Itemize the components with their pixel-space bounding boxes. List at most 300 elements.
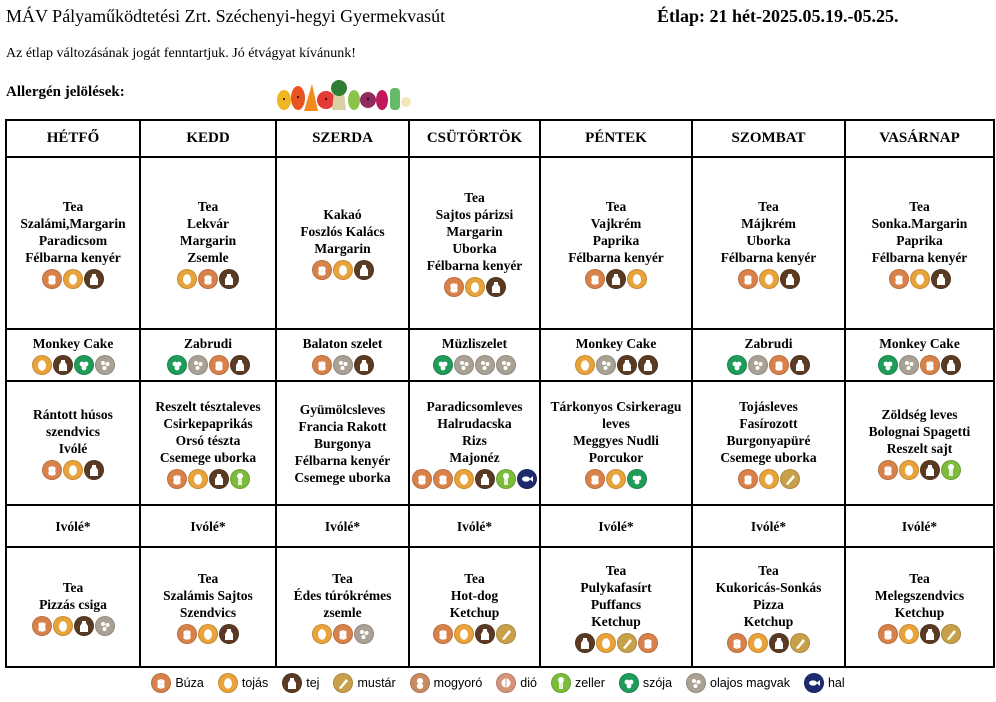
meal-line: szendvics	[46, 424, 100, 439]
legend-label: Búza	[175, 676, 204, 690]
legend-label: zeller	[574, 676, 605, 690]
meal-cell	[6, 505, 140, 547]
egg-icon	[575, 355, 595, 375]
meal-row	[6, 329, 994, 381]
meal-cell	[276, 329, 409, 381]
soy-icon	[74, 355, 94, 375]
meal-line: Félbarna kenyér	[720, 249, 817, 265]
meal-line: Édes túrókrémes	[293, 588, 392, 603]
seeds-icon	[188, 355, 208, 375]
wheat-icon	[42, 460, 62, 480]
meal-line: Margarin	[446, 224, 503, 239]
meal-cell	[6, 547, 140, 667]
meal-cell	[692, 547, 845, 667]
milk-icon	[769, 633, 789, 653]
allergen-icons	[279, 260, 406, 280]
egg-icon	[899, 460, 919, 480]
meal-line: Tea	[605, 562, 627, 578]
milk-icon	[354, 260, 374, 280]
menu-note: Az étlap változásának jogát fenntartjuk. Jó étvágyat kívánunk!	[6, 46, 356, 61]
meal-line: Monkey Cake	[32, 336, 114, 351]
celery-icon	[551, 673, 571, 693]
meal-line: Monkey Cake	[575, 336, 657, 351]
meal-line: Burgonya	[313, 435, 371, 451]
allergen-icons	[412, 469, 537, 489]
egg-icon	[53, 616, 73, 636]
walnut-icon	[496, 673, 516, 693]
meal-cell	[692, 157, 845, 329]
meal-line: Tea	[197, 198, 219, 214]
meal-line: Gyümölcsleves	[299, 401, 386, 417]
wheat-icon	[444, 277, 464, 297]
allergen-title: Allergén jelölések:	[6, 84, 125, 100]
seeds-icon	[899, 355, 919, 375]
meal-cell	[140, 505, 276, 547]
meal-line: Vajkrém	[590, 215, 642, 231]
wheat-icon	[433, 469, 453, 489]
wheat-icon	[312, 355, 332, 375]
legend-item	[333, 673, 395, 693]
egg-icon	[63, 460, 83, 480]
meal-line: Uborka	[746, 232, 791, 248]
mustard-icon	[941, 624, 961, 644]
meal-line: Tojásleves	[739, 398, 798, 414]
milk-icon	[84, 460, 104, 480]
meal-line: Porcukor	[588, 449, 644, 465]
day-header-row	[6, 120, 994, 157]
meal-line: Pulykafasírt	[580, 579, 652, 595]
allergen-icons	[143, 469, 273, 489]
meal-line: Tea	[909, 198, 930, 214]
meal-line: Ivólé*	[750, 518, 787, 534]
wheat-icon	[177, 624, 197, 644]
meal-line: Rántott húsos	[33, 407, 113, 422]
meal-line: Szalámi,Margarin	[20, 215, 126, 231]
wheat-icon	[42, 269, 62, 289]
meal-cell	[140, 329, 276, 381]
meal-line: Orsó tészta	[175, 432, 241, 448]
milk-icon	[941, 355, 961, 375]
mustard-icon	[780, 469, 800, 489]
meal-cell	[845, 329, 994, 381]
allergen-icons	[848, 269, 991, 289]
meal-cell	[845, 547, 994, 667]
meal-line: Monkey Cake	[879, 336, 960, 351]
meal-cell	[140, 157, 276, 329]
meal-line: Ivólé*	[598, 518, 634, 534]
legend-label: szója	[642, 676, 673, 690]
meal-line: Puffancs	[590, 596, 642, 612]
seeds-icon	[496, 355, 516, 375]
meal-row	[6, 505, 994, 547]
allergen-icons	[279, 355, 406, 375]
seeds-icon	[454, 355, 474, 375]
egg-icon	[748, 633, 768, 653]
meal-cell	[409, 157, 540, 329]
wheat-icon	[167, 469, 187, 489]
legend-item	[804, 673, 845, 693]
allergen-icons	[695, 633, 842, 653]
milk-icon	[475, 624, 495, 644]
mustard-icon	[790, 633, 810, 653]
meal-cell	[409, 505, 540, 547]
allergen-icons	[848, 460, 991, 480]
milk-icon	[920, 624, 940, 644]
mustard-icon	[496, 624, 516, 644]
day-header: CSÜTÖRTÖK	[409, 120, 540, 157]
meal-cell	[409, 547, 540, 667]
meal-line: Félbarna kenyér	[871, 249, 968, 265]
egg-icon	[333, 260, 353, 280]
egg-icon	[596, 633, 616, 653]
meal-row	[6, 157, 994, 329]
meal-line: Lekvár	[187, 215, 229, 231]
menu-week-title: Étlap: 21 hét-2025.05.19.-05.25.	[657, 6, 899, 26]
allergen-icons	[9, 616, 137, 636]
meal-line: Zabrudi	[744, 336, 793, 351]
meal-line: Tea	[62, 579, 84, 595]
allergen-icons	[143, 355, 273, 375]
seeds-icon	[475, 355, 495, 375]
seeds-icon	[95, 616, 115, 636]
meal-line: Paprika	[592, 232, 640, 248]
milk-icon	[790, 355, 810, 375]
wheat-icon	[889, 269, 909, 289]
allergen-icons	[543, 355, 689, 375]
wheat-icon	[433, 624, 453, 644]
legend-label: dió	[520, 676, 537, 690]
meal-line: Margarin	[179, 232, 237, 248]
meal-line: Ketchup	[449, 605, 500, 620]
wheat-icon	[738, 269, 758, 289]
mustard-icon	[333, 673, 353, 693]
seeds-icon	[354, 624, 374, 644]
egg-icon	[454, 624, 474, 644]
wheat-icon	[151, 673, 171, 693]
milk-icon	[575, 633, 595, 653]
fish-icon	[804, 673, 824, 693]
meal-line: Ivólé*	[456, 518, 493, 534]
wheat-icon	[312, 260, 332, 280]
meal-cell	[845, 157, 994, 329]
allergen-icons	[848, 355, 991, 375]
legend-item	[151, 673, 204, 693]
meal-line: Paradicsomleves	[426, 398, 523, 414]
meal-line: Sajtos párizsi	[435, 207, 514, 222]
day-header: SZOMBAT	[692, 120, 845, 157]
milk-icon	[230, 355, 250, 375]
fish-icon	[517, 469, 537, 489]
meal-row	[6, 547, 994, 667]
egg-icon	[759, 469, 779, 489]
legend-label: mustár	[357, 676, 396, 690]
allergen-icons	[143, 624, 273, 644]
meal-line: Félbarna kenyér	[25, 249, 121, 265]
day-header: HÉTFŐ	[6, 120, 140, 157]
wheat-icon	[878, 460, 898, 480]
legend-item	[496, 673, 537, 693]
meal-line: Fasírozott	[739, 415, 798, 431]
legend-label: olajos magvak	[710, 676, 790, 690]
meal-line: Reszelt tésztaleves	[155, 398, 261, 414]
meal-cell	[409, 381, 540, 505]
meal-line: Francia Rakott	[298, 418, 387, 434]
egg-icon	[759, 269, 779, 289]
meal-cell	[276, 157, 409, 329]
allergen-icons	[279, 624, 406, 644]
milk-icon	[606, 269, 626, 289]
allergen-icons	[143, 269, 273, 289]
milk-icon	[617, 355, 637, 375]
meal-line: Müzliszelet	[441, 336, 508, 351]
egg-icon	[198, 624, 218, 644]
celery-icon	[230, 469, 250, 489]
meal-line: Ketchup	[894, 605, 945, 620]
meal-line: Szendvics	[179, 605, 237, 620]
egg-icon	[606, 469, 626, 489]
meal-line: Majonéz	[449, 449, 500, 465]
meal-line: Rizs	[462, 432, 487, 448]
meal-line: Zöldség leves	[881, 407, 958, 422]
seeds-icon	[95, 355, 115, 375]
soy-icon	[727, 355, 747, 375]
wheat-icon	[32, 616, 52, 636]
meal-cell	[6, 329, 140, 381]
soy-icon	[167, 355, 187, 375]
meal-line: Pizzás csiga	[39, 596, 107, 612]
wheat-icon	[585, 469, 605, 489]
meal-line: Tea	[758, 198, 779, 214]
meal-line: Tea	[464, 190, 485, 205]
meal-line: Májkrém	[741, 215, 796, 231]
wheat-icon	[209, 355, 229, 375]
legend-item	[619, 673, 672, 693]
milk-icon	[931, 269, 951, 289]
meal-line: Ivólé*	[324, 518, 361, 534]
milk-icon	[486, 277, 506, 297]
meal-line: Ivólé	[58, 441, 88, 456]
day-header: KEDD	[140, 120, 276, 157]
allergen-icons	[412, 277, 537, 297]
meal-line: Ketchup	[743, 613, 794, 629]
milk-icon	[53, 355, 73, 375]
wheat-icon	[585, 269, 605, 289]
meal-cell	[276, 381, 409, 505]
egg-icon	[312, 624, 332, 644]
meal-cell	[692, 505, 845, 547]
meal-line: Burgonyapüré	[726, 432, 811, 448]
seeds-icon	[333, 355, 353, 375]
milk-icon	[209, 469, 229, 489]
egg-icon	[177, 269, 197, 289]
milk-icon	[920, 460, 940, 480]
wheat-icon	[878, 624, 898, 644]
legend-item	[686, 673, 790, 693]
meal-line: Tea	[197, 571, 219, 586]
meal-cell	[540, 329, 692, 381]
meal-line: Ketchup	[591, 613, 641, 629]
meal-line: Hot-dog	[450, 588, 499, 603]
egg-icon	[465, 277, 485, 297]
wheat-icon	[412, 469, 432, 489]
allergen-icons	[848, 624, 991, 644]
legend-item	[282, 673, 319, 693]
soy-icon	[878, 355, 898, 375]
legend-label: hal	[827, 676, 845, 690]
meal-line: Meggyes Nudli	[573, 432, 659, 448]
meal-line: Tea	[758, 562, 779, 578]
meal-line: Uborka	[452, 241, 497, 256]
meal-line: Halrudacska	[437, 415, 512, 431]
meal-row	[6, 381, 994, 505]
meal-line: Tea	[605, 198, 627, 214]
meal-cell	[845, 505, 994, 547]
meal-line: Tea	[332, 571, 353, 586]
meal-line: Ivólé*	[55, 518, 91, 534]
wheat-icon	[727, 633, 747, 653]
allergen-icons	[695, 469, 842, 489]
allergen-icons	[9, 269, 137, 289]
mustard-icon	[617, 633, 637, 653]
meal-line: Ivólé*	[190, 518, 226, 534]
meal-line: Bolognai Spagetti	[868, 424, 971, 439]
allergen-icons	[9, 355, 137, 375]
day-header: SZERDA	[276, 120, 409, 157]
meal-line: Paprika	[896, 232, 943, 248]
meal-cell	[6, 157, 140, 329]
allergen-icons	[543, 633, 689, 653]
meal-line: Félbarna kenyér	[568, 249, 664, 265]
egg-icon	[899, 624, 919, 644]
egg-icon	[32, 355, 52, 375]
meal-cell	[276, 505, 409, 547]
meal-line: Ivólé*	[901, 518, 938, 534]
page-title: MÁV Pályaműködtetési Zrt. Széchenyi-hegyi Gyermekvasút	[6, 6, 446, 26]
milk-icon	[219, 269, 239, 289]
day-header: PÉNTEK	[540, 120, 692, 157]
legend-item	[410, 673, 483, 693]
allergen-icons	[412, 355, 537, 375]
meal-line: Zsemle	[187, 249, 229, 265]
milk-icon	[354, 355, 374, 375]
egg-icon	[63, 269, 83, 289]
vegetables-illustration	[276, 78, 412, 114]
meal-line: Csemege uborka	[720, 449, 817, 465]
meal-cell	[140, 547, 276, 667]
meal-cell	[540, 157, 692, 329]
meal-line: Foszlós Kalács	[300, 224, 385, 239]
meal-cell	[409, 329, 540, 381]
meal-cell	[692, 381, 845, 505]
legend-label: tojás	[241, 676, 269, 690]
meal-cell	[692, 329, 845, 381]
meal-cell	[540, 381, 692, 505]
milk-icon	[638, 355, 658, 375]
celery-icon	[496, 469, 516, 489]
allergen-icons	[695, 269, 842, 289]
wheat-icon	[920, 355, 940, 375]
soy-icon	[627, 469, 647, 489]
meal-line: Reszelt sajt	[886, 441, 953, 456]
meal-line: leves	[602, 415, 630, 431]
allergen-legend	[0, 673, 996, 693]
meal-cell	[276, 547, 409, 667]
day-header: VASÁRNAP	[845, 120, 994, 157]
soy-icon	[619, 673, 639, 693]
meal-line: Tárkonyos Csirkeragu	[550, 398, 682, 414]
meal-line: Kukoricás-Sonkás	[715, 579, 822, 595]
meal-line: Zabrudi	[183, 336, 233, 351]
meal-line: Csemege uborka	[159, 449, 257, 465]
menu-table	[5, 119, 995, 668]
egg-icon	[454, 469, 474, 489]
milk-icon	[475, 469, 495, 489]
allergen-icons	[412, 624, 537, 644]
meal-line: Sonka.Margarin	[871, 215, 968, 231]
milk-icon	[84, 269, 104, 289]
legend-item	[218, 673, 268, 693]
meal-line: Csirkepaprikás	[163, 415, 253, 431]
wheat-icon	[738, 469, 758, 489]
meal-line: Paradicsom	[38, 232, 108, 248]
meal-line: Csemege uborka	[294, 469, 391, 485]
meal-line: Tea	[909, 571, 930, 586]
allergen-icons	[9, 460, 137, 480]
meal-cell	[6, 381, 140, 505]
meal-line: Melegszendvics	[874, 588, 965, 603]
milk-icon	[780, 269, 800, 289]
meal-line: zsemle	[323, 605, 362, 620]
wheat-icon	[333, 624, 353, 644]
milk-icon	[219, 624, 239, 644]
allergen-icons	[543, 469, 689, 489]
allergen-icons	[695, 355, 842, 375]
celery-icon	[941, 460, 961, 480]
meal-line: Félbarna kenyér	[426, 258, 523, 273]
meal-line: Margarin	[314, 241, 371, 256]
legend-label: tej	[306, 676, 320, 690]
meal-cell	[140, 381, 276, 505]
seeds-icon	[596, 355, 616, 375]
meal-line: Félbarna kenyér	[294, 452, 391, 468]
meal-line: Balaton szelet	[302, 336, 383, 351]
seeds-icon	[686, 673, 706, 693]
meal-line: Kakaó	[323, 207, 362, 222]
egg-icon	[218, 673, 238, 693]
wheat-icon	[769, 355, 789, 375]
allergen-icons	[543, 269, 689, 289]
milk-icon	[282, 673, 302, 693]
egg-icon	[188, 469, 208, 489]
wheat-icon	[638, 633, 658, 653]
legend-label: mogyoró	[433, 676, 483, 690]
meal-cell	[540, 505, 692, 547]
meal-cell	[540, 547, 692, 667]
meal-line: Tea	[464, 571, 485, 586]
legend-item	[551, 673, 605, 693]
seeds-icon	[748, 355, 768, 375]
egg-icon	[910, 269, 930, 289]
soy-icon	[433, 355, 453, 375]
peanut-icon	[410, 673, 430, 693]
meal-cell	[845, 381, 994, 505]
meal-line: Tea	[62, 198, 84, 214]
egg-icon	[627, 269, 647, 289]
wheat-icon	[198, 269, 218, 289]
meal-line: Pizza	[753, 596, 784, 612]
meal-line: Szalámis Sajtos	[163, 588, 253, 603]
milk-icon	[74, 616, 94, 636]
